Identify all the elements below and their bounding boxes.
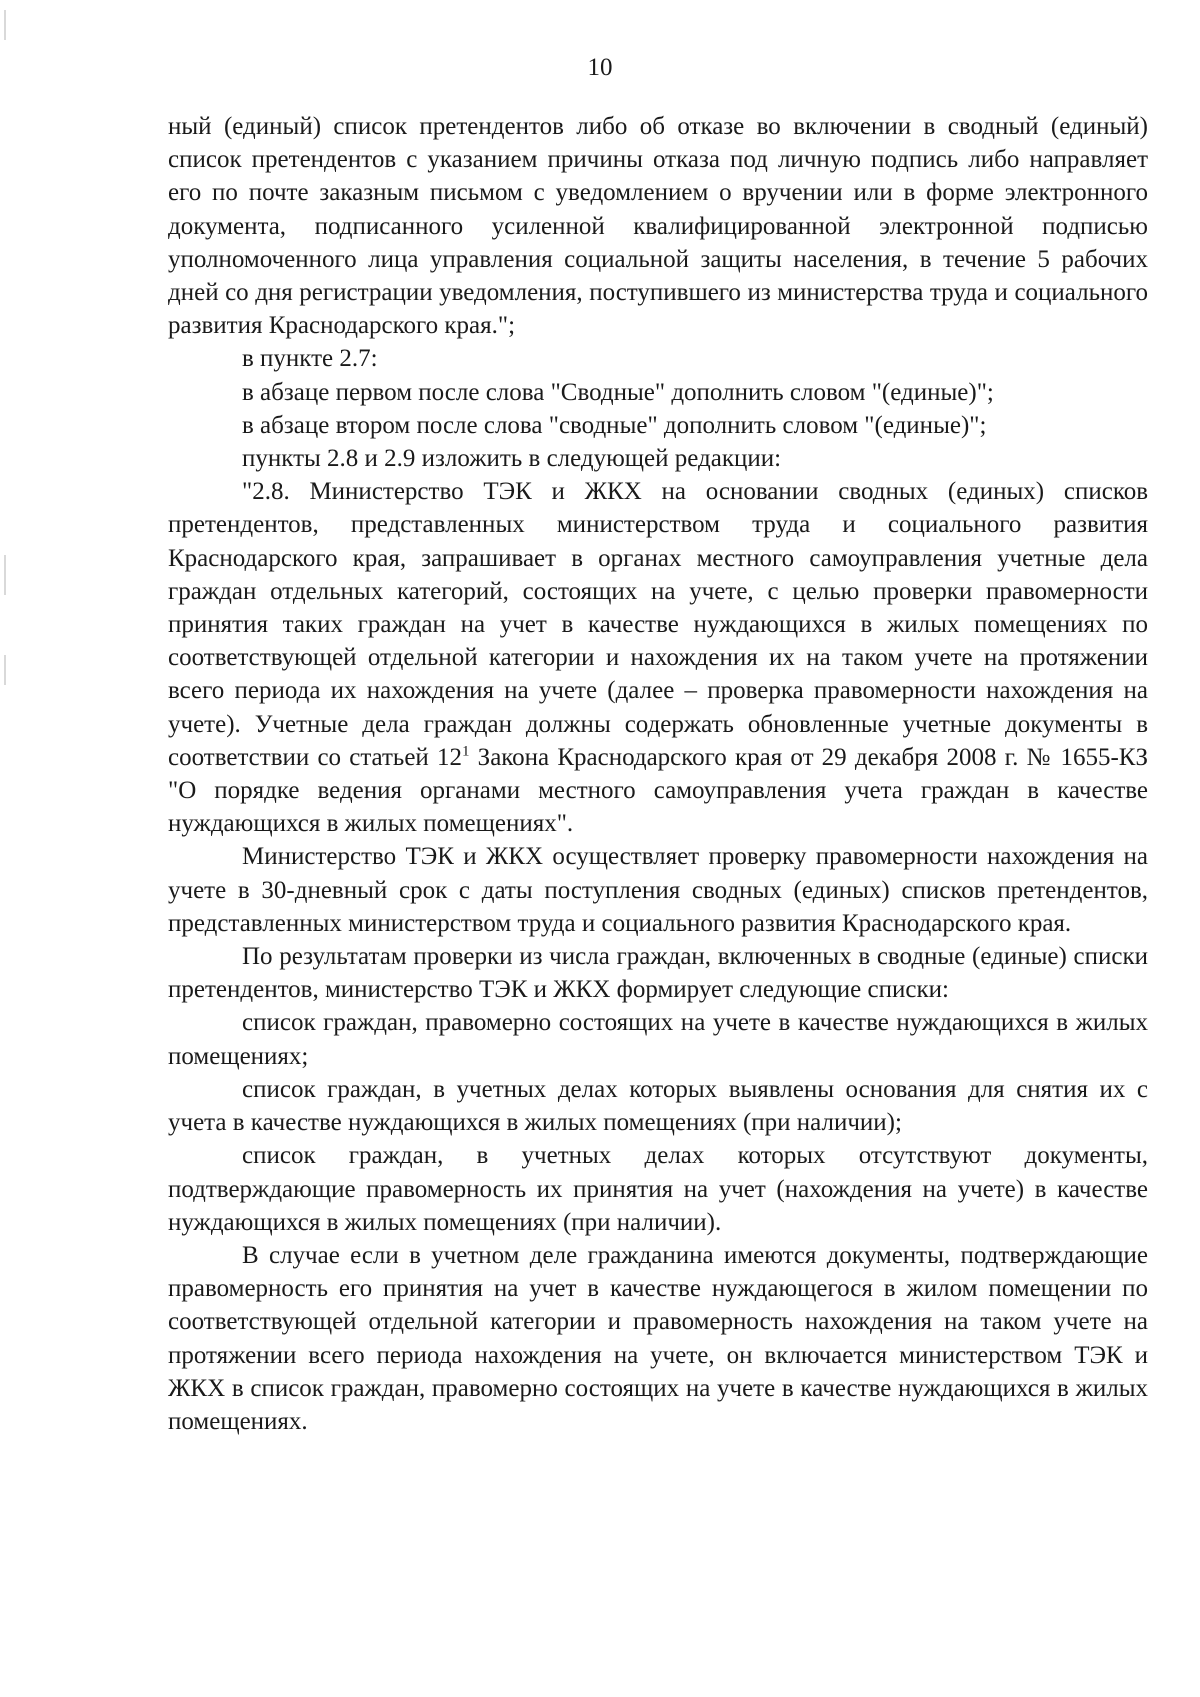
paragraph: список граждан, правомерно состоящих на учете в качестве нуждающихся в жилых помещениях; xyxy=(168,1009,1148,1070)
scan-margin-mark xyxy=(4,555,6,595)
paragraph: в абзаце первом после слова "Сводные" дополнить словом "(единые)"; xyxy=(242,378,994,406)
paragraph: Министерство ТЭК и ЖКХ осуществляет проверку правомерности нахождения на учете в 30-дневный срок с даты поступления сводных (единых) списков претендентов, представленных министерством труда и социального развития Краснодарского края. xyxy=(168,843,1148,937)
scan-margin-mark xyxy=(4,655,6,685)
paragraph xyxy=(168,475,1148,840)
scan-margin-mark xyxy=(4,10,6,40)
document-body xyxy=(168,110,1148,1438)
paragraph: В случае если в учетном деле гражданина имеются документы, подтверждающие правомерность его принятия на учет в качестве нуждающегося в жилом помещении по соответствующей отдельной категории и правомерность нахождения на таком учете на протяжении всего периода нахождения на учете, он включается министерством ТЭК и ЖКХ в список граждан, правомерно состоящих на учете в качестве нуждающихся в жилых помещениях. xyxy=(168,1241,1148,1435)
page-number: 10 xyxy=(587,54,613,81)
paragraph: в пункте 2.7: xyxy=(242,345,378,373)
paragraph: По результатам проверки из числа граждан, включенных в сводные (единые) списки претендентов, министерство ТЭК и ЖКХ формирует следующие списки: xyxy=(168,943,1148,1004)
paragraph: ный (единый) список претендентов либо об отказе во включении в сводный (единый) список претендентов с указанием причины отказа под личную подпись либо направляет его по почте заказным письмом с уведомлением о вручении или в форме электронного документа, подписанного усиленной квалифицированной электронной подписью уполномоченного лица управления социальной защиты населения, в течение 5 рабочих дней со дня регистрации уведомления, поступившего из министерства труда и социального развития Краснодарского края."; xyxy=(168,113,1148,340)
paragraph: список граждан, в учетных делах которых отсутствуют документы, подтверждающие правомерность их принятия на учет (нахождения на учете) в качестве нуждающихся в жилых помещениях (при наличии). xyxy=(168,1142,1148,1236)
paragraph: в абзаце втором после слова "сводные" дополнить словом "(единые)"; xyxy=(242,411,987,439)
superscript: 1 xyxy=(462,743,470,760)
paragraph: пункты 2.8 и 2.9 изложить в следующей редакции: xyxy=(242,445,782,473)
paragraph-text: "2.8. Министерство ТЭК и ЖКХ на основании сводных (единых) списков претендентов, представленных министерством труда и социального развития Краснодарского края, запрашивает в органах местного самоуправления учетные дела граждан отдельных категорий, состоящих на учете, с целью проверки правомерности принятия таких граждан на учет в качестве нуждающихся в жилых помещениях по соответствующей отдельной категории и нахождения их на таком учете на протяжении всего периода их нахождения на учете (далее – проверка правомерности нахождения на учете). Учетные дела граждан должны содержать обновленные учетные документы в соответствии со статьей 12 xyxy=(168,478,1148,771)
paragraph: список граждан, в учетных делах которых выявлены основания для снятия их с учета в качестве нуждающихся в жилых помещениях (при наличии); xyxy=(168,1075,1148,1137)
paragraph-text: Закона Краснодарского края от 29 декабря 2008 г. № 1655-КЗ "О порядке ведения органами местного самоуправления учета граждан в качестве нуждающихся в жилых помещениях". xyxy=(168,743,1149,838)
